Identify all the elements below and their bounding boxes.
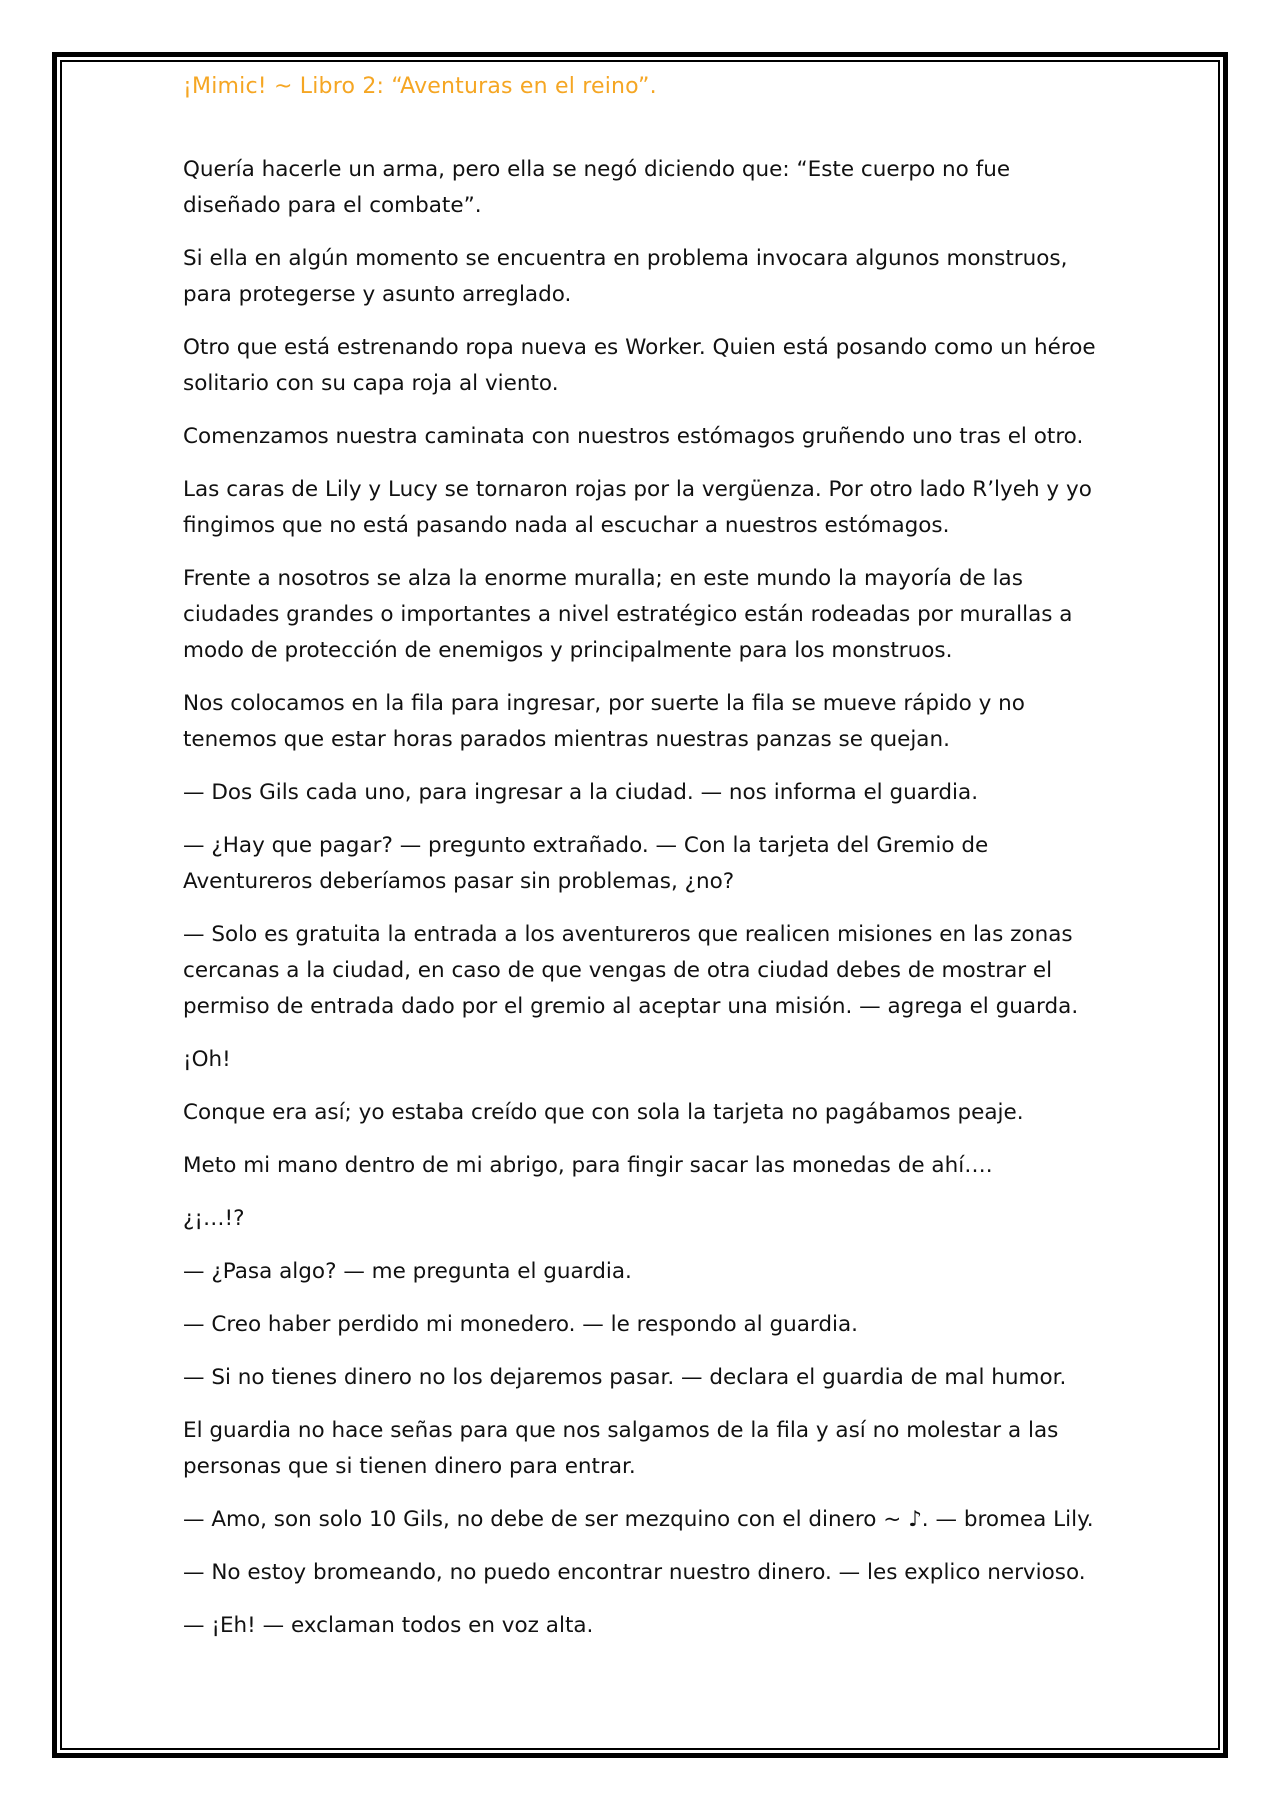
dialogue-line: — ¡Eh! — exclaman todos en voz alta. xyxy=(183,1613,594,1638)
paragraph: Meto mi mano dentro de mi abrigo, para fingir sacar las monedas de ahí…. xyxy=(183,1153,993,1178)
paragraph: ¡Oh! xyxy=(183,1047,231,1072)
dialogue-line: — No estoy bromeando, no puedo encontrar nuestro dinero. — les explico nervioso. xyxy=(183,1560,1086,1585)
paragraph: Si ella en algún momento se encuentra en problema invocara algunos monstruos, para protegerse y asunto arreglado. xyxy=(183,246,1068,307)
paragraph: Las caras de Lily y Lucy se tornaron rojas por la vergüenza. Por otro lado R’lyeh y yo fingimos que no está pasando nada al escuchar a nuestros estómagos. xyxy=(183,477,1092,538)
paragraph: Comenzamos nuestra caminata con nuestros estómagos gruñendo uno tras el otro. xyxy=(183,424,1084,449)
paragraph: El guardia no hace señas para que nos salgamos de la fila y así no molestar a las personas que si tienen dinero para entrar. xyxy=(183,1418,1059,1479)
dialogue-line: — Creo haber perdido mi monedero. — le respondo al guardia. xyxy=(183,1312,859,1337)
dialogue-line: — Dos Gils cada uno, para ingresar a la ciudad. — nos informa el guardia. xyxy=(183,780,979,805)
paragraph: Quería hacerle un arma, pero ella se negó diciendo que: “Este cuerpo no fue diseñado para el combate”. xyxy=(183,157,1011,218)
paragraph: Frente a nosotros se alza la enorme muralla; en este mundo la mayoría de las ciudades grandes o importantes a nivel estratégico están rodeadas por murallas a modo de protección de enemigos y principalmente para los monstruos. xyxy=(183,566,1073,663)
page-header-title: ¡Mimic! ~ Libro 2: “Aventuras en el reino”. xyxy=(183,74,657,99)
dialogue-line: — Solo es gratuita la entrada a los aventureros que realicen misiones en las zonas cercanas a la ciudad, en caso de que vengas de otra ciudad debes de mostrar el permiso de entrada dado por el gremio al aceptar una misión. — agrega el guarda. xyxy=(183,922,1079,1019)
paragraph: Otro que está estrenando ropa nueva es Worker. Quien está posando como un héroe solitario con su capa roja al viento. xyxy=(183,335,1096,396)
document-body xyxy=(183,152,1098,1661)
dialogue-line: — Amo, son solo 10 Gils, no debe de ser mezquino con el dinero ~ ♪. — bromea Lily. xyxy=(183,1507,1094,1532)
paragraph: ¿¡…!? xyxy=(183,1206,245,1231)
dialogue-line: — ¿Pasa algo? — me pregunta el guardia. xyxy=(183,1259,632,1284)
dialogue-line: — Si no tienes dinero no los dejaremos pasar. — declara el guardia de mal humor. xyxy=(183,1365,1067,1390)
dialogue-line: — ¿Hay que pagar? — pregunto extrañado. — Con la tarjeta del Gremio de Aventureros deberíamos pasar sin problemas, ¿no? xyxy=(183,833,989,894)
paragraph: Nos colocamos en la fila para ingresar, por suerte la fila se mueve rápido y no tenemos que estar horas parados mientras nuestras panzas se quejan. xyxy=(183,691,1025,752)
paragraph: Conque era así; yo estaba creído que con sola la tarjeta no pagábamos peaje. xyxy=(183,1100,1024,1125)
